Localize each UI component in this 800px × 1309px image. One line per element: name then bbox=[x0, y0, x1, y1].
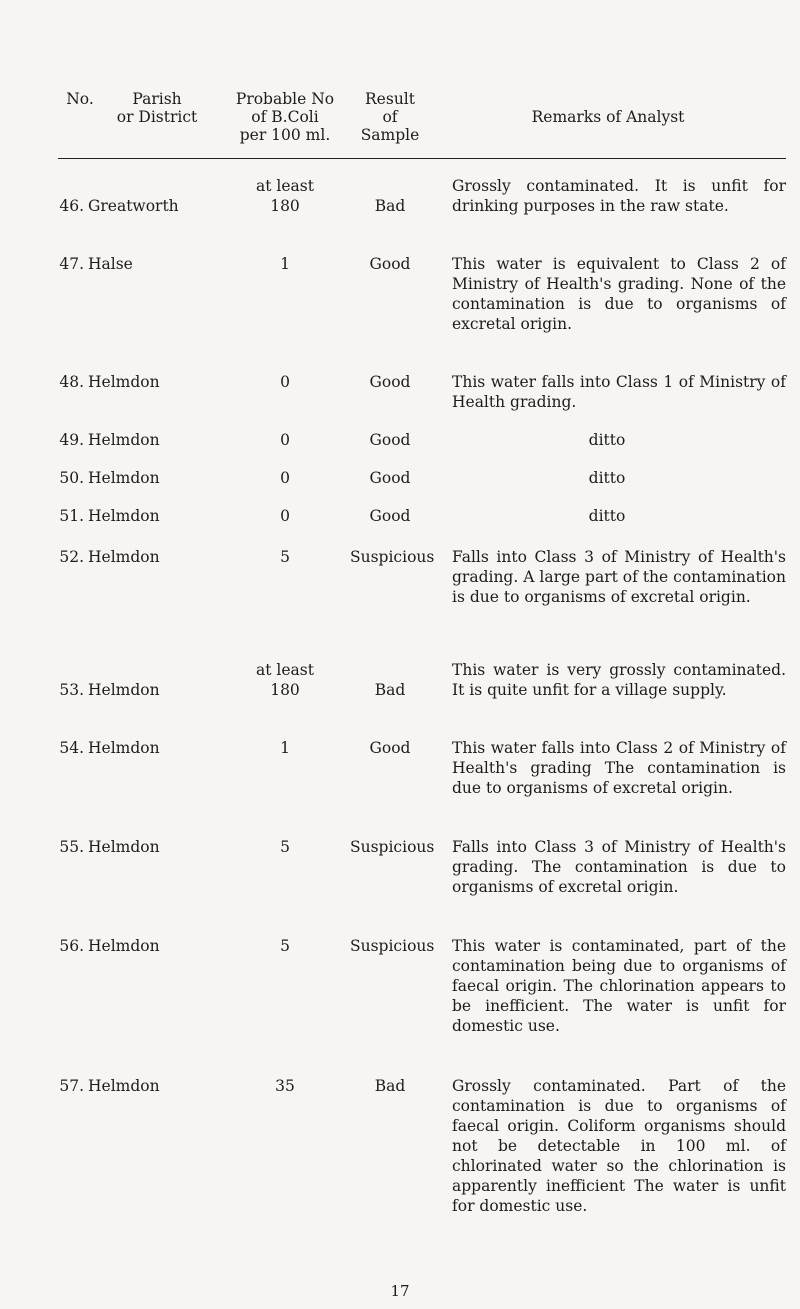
row-parish: Helmdon bbox=[88, 469, 160, 487]
row-probable: 35 bbox=[275, 1077, 295, 1095]
row-probable: 0 bbox=[280, 507, 290, 525]
header-probable-no: Probable No of B.Coli per 100 ml. bbox=[235, 90, 335, 144]
row-remarks: Falls into Class 3 of Ministry of Health's grading. A large part of the contamination is due to organisms of excretal origin. bbox=[452, 548, 786, 606]
row-number: 53. bbox=[59, 681, 84, 699]
row-number: 57. bbox=[59, 1077, 84, 1095]
row-result: Good bbox=[369, 507, 411, 525]
row-result: Good bbox=[369, 255, 411, 273]
row-result: Good bbox=[369, 373, 411, 391]
row-number: 51. bbox=[59, 507, 84, 525]
row-parish: Helmdon bbox=[88, 838, 160, 856]
row-probable: 5 bbox=[280, 548, 290, 566]
row-number: 52. bbox=[59, 548, 84, 566]
row-number: 50. bbox=[59, 469, 84, 487]
row-probable: 0 bbox=[280, 373, 290, 391]
row-result: Suspicious bbox=[350, 838, 435, 856]
header-parish: Parish or District bbox=[116, 90, 198, 126]
row-probable: 5 bbox=[280, 838, 290, 856]
row-remarks: Grossly contaminated. Part of the contamination is due to organisms of faecal origin. Coliform organisms should not be detectable in 100 ml. of chlorinated water so the chlorination is apparently inefficient The water is unfit for domestic use. bbox=[452, 1077, 786, 1215]
header-remarks: Remarks of Analyst bbox=[531, 108, 685, 126]
row-probable: 0 bbox=[280, 431, 290, 449]
row-parish: Helmdon bbox=[88, 937, 160, 955]
row-parish: Helmdon bbox=[88, 739, 160, 757]
row-result: Bad bbox=[374, 681, 406, 699]
row-probable: 1 bbox=[280, 739, 290, 757]
row-number: 54. bbox=[59, 739, 84, 757]
row-result: Suspicious bbox=[350, 548, 435, 566]
row-result: Bad bbox=[374, 1077, 406, 1095]
row-number: 55. bbox=[59, 838, 84, 856]
row-result: Good bbox=[369, 431, 411, 449]
row-number: 56. bbox=[59, 937, 84, 955]
row-remarks: ditto bbox=[588, 507, 626, 525]
row-remarks: ditto bbox=[588, 431, 626, 449]
row-probable: 180 bbox=[270, 681, 300, 699]
row-remarks: Grossly contaminated. It is unfit for drinking purposes in the raw state. bbox=[452, 177, 786, 215]
row-probable-qualifier: at least bbox=[256, 661, 314, 679]
row-parish: Helmdon bbox=[88, 431, 160, 449]
row-parish: Halse bbox=[88, 255, 133, 273]
header-no: No. bbox=[66, 90, 94, 108]
row-remarks: This water falls into Class 1 of Ministry of Health grading. bbox=[452, 373, 786, 411]
row-parish: Greatworth bbox=[88, 197, 179, 215]
row-probable: 1 bbox=[280, 255, 290, 273]
row-remarks: This water falls into Class 2 of Ministry of Health's grading The contamination is due to organisms of excretal origin. bbox=[452, 739, 786, 797]
row-parish: Helmdon bbox=[88, 507, 160, 525]
row-parish: Helmdon bbox=[88, 681, 160, 699]
row-result: Suspicious bbox=[350, 937, 435, 955]
page-number: 17 bbox=[390, 1282, 410, 1300]
row-remarks: This water is equivalent to Class 2 of Ministry of Health's grading. None of the contamination is due to organisms of excretal origin. bbox=[452, 255, 786, 333]
row-result: Bad bbox=[374, 197, 406, 215]
row-remarks: This water is very grossly contaminated. It is quite unfit for a village supply. bbox=[452, 661, 786, 699]
row-probable: 0 bbox=[280, 469, 290, 487]
row-remarks: Falls into Class 3 of Ministry of Health's grading. The contamination is due to organisms of excretal origin. bbox=[452, 838, 786, 896]
row-remarks: ditto bbox=[588, 469, 626, 487]
row-parish: Helmdon bbox=[88, 373, 160, 391]
row-parish: Helmdon bbox=[88, 548, 160, 566]
header-result: Result of Sample bbox=[360, 90, 420, 144]
row-result: Good bbox=[369, 469, 411, 487]
header-rule bbox=[58, 158, 786, 159]
row-probable: 180 bbox=[270, 197, 300, 215]
row-remarks: This water is contaminated, part of the contamination being due to organisms of faecal origin. The chlorination appears to be inefficient. The water is unfit for domestic use. bbox=[452, 937, 786, 1035]
row-probable-qualifier: at least bbox=[256, 177, 314, 195]
row-number: 46. bbox=[59, 197, 84, 215]
row-probable: 5 bbox=[280, 937, 290, 955]
row-number: 49. bbox=[59, 431, 84, 449]
row-result: Good bbox=[369, 739, 411, 757]
row-parish: Helmdon bbox=[88, 1077, 160, 1095]
row-number: 48. bbox=[59, 373, 84, 391]
row-number: 47. bbox=[59, 255, 84, 273]
